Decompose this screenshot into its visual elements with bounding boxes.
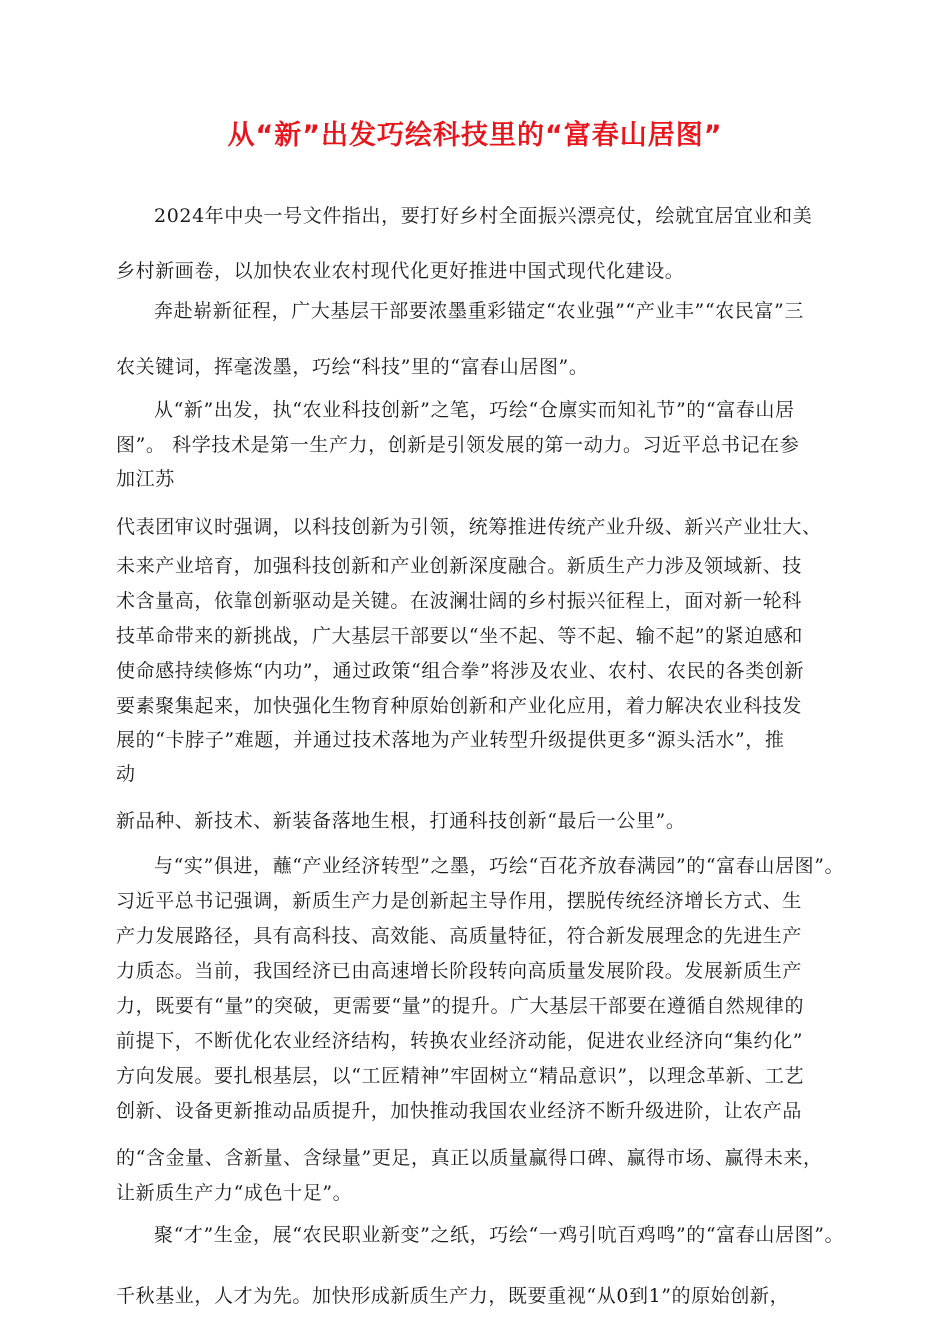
paragraph-line: 的“含金量、含新量、含绿量”更足，真正以质量赢得口碑、赢得市场、赢得未来， xyxy=(116,1147,823,1169)
paragraph-line: 术含量高，依靠创新驱动是关键。在波澜壮阔的乡村振兴征程上，面对新一轮科 xyxy=(116,590,803,612)
document-title: 从“新”出发巧绘科技里的“富春山居图” xyxy=(227,120,723,151)
paragraph-line: 产力发展路径，具有高科技、高效能、高质量特征，符合新发展理念的先进生产 xyxy=(116,925,803,947)
paragraph-line: 要素聚集起来，加快强化生物育种原始创新和产业化应用，着力解决农业科技发 xyxy=(116,695,803,717)
paragraph-line: 动 xyxy=(116,763,136,785)
paragraph-line: 未来产业培育，加强科技创新和产业创新深度融合。新质生产力涉及领域新、技 xyxy=(116,555,803,577)
paragraph-line: 技革命带来的新挑战，广大基层干部要以“坐不起、等不起、输不起”的紧迫感和 xyxy=(116,625,804,647)
paragraph-line: 前提下，不断优化农业经济结构，转换农业经济动能，促进农业经济向“集约化” xyxy=(116,1030,804,1052)
paragraph-line: 新品种、新技术、新装备落地生根，打通科技创新“最后一公里”。 xyxy=(116,810,686,832)
paragraph-line: 千秋基业，人才为先。加快形成新质生产力，既要重视“从0到1”的原始创新， xyxy=(116,1285,790,1307)
paragraph-line: 方向发展。要扎根基层，以“工匠精神”牢固树立“精品意识”，以理念革新、工艺 xyxy=(116,1065,805,1087)
paragraph-line: 展的“卡脖子”难题，并通过技术落地为产业转型升级提供更多“源头活水”，推 xyxy=(116,729,785,751)
paragraph-line: 代表团审议时强调，以科技创新为引领，统筹推进传统产业升级、新兴产业壮大、 xyxy=(116,516,822,538)
paragraph-line: 使命感持续修炼“内功”，通过政策“组合拳”将涉及农业、农村、农民的各类创新 xyxy=(116,660,805,682)
paragraph-line: 从“新”出发，执“农业科技创新”之笔，巧绘“仓廪实而知礼节”的“富春山居 xyxy=(154,399,795,421)
paragraph-line: 农关键词，挥毫泼墨，巧绘“科技”里的“富春山居图”。 xyxy=(116,356,589,378)
paragraph-line: 乡村新画卷，以加快农业农村现代化更好推进中国式现代化建设。 xyxy=(116,260,685,282)
paragraph-line: 聚“才”生金，展“农民职业新变”之纸，巧绘“一鸡引吭百鸡鸣”的“富春山居图”。 xyxy=(154,1224,845,1246)
paragraph-line: 2024年中央一号文件指出，要打好乡村全面振兴漂亮仗，绘就宜居宜业和美 xyxy=(154,205,813,227)
paragraph-line: 奔赴崭新征程，广大基层干部要浓墨重彩锚定“农业强”“产业丰”“农民富”三 xyxy=(154,300,804,322)
paragraph-line: 让新质生产力“成色十足”。 xyxy=(116,1182,353,1204)
paragraph-line: 力，既要有“量”的突破，更需要“量”的提升。广大基层干部要在遵循自然规律的 xyxy=(116,995,805,1017)
paragraph-line: 力质态。当前，我国经济已由高速增长阶段转向高质量发展阶段。发展新质生产 xyxy=(116,960,803,982)
paragraph-line: 创新、设备更新推动品质提升，加快推动我国农业经济不断升级进阶，让农产品 xyxy=(116,1100,803,1122)
paragraph-line: 与“实”俱进，蘸“产业经济转型”之墨，巧绘“百花齐放春满园”的“富春山居图”。 xyxy=(154,855,845,877)
paragraph-line: 习近平总书记强调，新质生产力是创新起主导作用，摆脱传统经济增长方式、生 xyxy=(116,890,803,912)
paragraph-line: 加江苏 xyxy=(116,468,175,490)
paragraph-line: 图”。 科学技术是第一生产力，创新是引领发展的第一动力。习近平总书记在参 xyxy=(116,434,800,456)
